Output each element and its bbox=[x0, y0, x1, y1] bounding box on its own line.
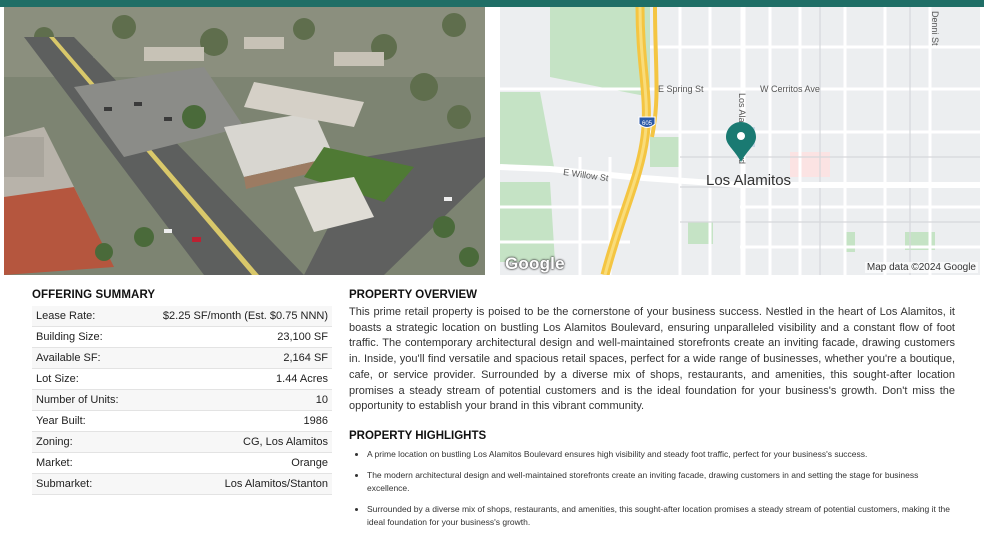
table-row bbox=[32, 474, 332, 495]
table-row bbox=[32, 348, 332, 369]
row-label: Lot Size: bbox=[32, 369, 135, 390]
row-label: Submarket: bbox=[32, 474, 135, 495]
row-value: Orange bbox=[135, 453, 332, 474]
google-logo: Google bbox=[505, 254, 565, 273]
row-value: 23,100 SF bbox=[135, 327, 332, 348]
row-value: 10 bbox=[135, 390, 332, 411]
map-street-label: E Willow St bbox=[562, 167, 610, 184]
location-map[interactable] bbox=[500, 7, 980, 275]
map-street-label: W Cerritos Ave bbox=[760, 84, 820, 94]
property-overview-body: This prime retail property is poised to be the cornerstone of your business success. Nestled in the heart of Los Alamitos, it boasts a strategic location on bustling Los Alamitos Boulevard, ensuring unparalleled visibility and a constant flow of foot traffic. The contemporary architectural design and well-maintained storefronts create an inviting facade, drawing customers in. Inside, you'll find versatile and spacious retail spaces, perfect for a wide range of businesses, whether you're a boutique, cafe, or service provider. Surrounded by a diverse mix of shops, restaurants, and amenities, this sought-after location promises a steady stream of potential customers and is the ideal foundation for your business's growth. Don't miss the opportunity to establish your brand in this vibrant community. bbox=[349, 306, 955, 413]
header-accent-bar bbox=[0, 0, 984, 7]
property-overview bbox=[349, 289, 955, 415]
row-label: Zoning: bbox=[32, 432, 135, 453]
highway-shield-icon bbox=[638, 116, 656, 130]
map-city-label: Los Alamitos bbox=[706, 172, 792, 189]
row-label: Lease Rate: bbox=[32, 306, 135, 327]
row-value: Los Alamitos/Stanton bbox=[135, 474, 332, 495]
property-overview-title: PROPERTY OVERVIEW bbox=[349, 289, 478, 301]
list-item: • A prime location on bustling Los Alamitos Boulevard ensures high visibility and steady foot traffic, perfect for your business's success. bbox=[367, 448, 955, 461]
table-row bbox=[32, 306, 332, 327]
row-label: Number of Units: bbox=[32, 390, 135, 411]
row-label: Available SF: bbox=[32, 348, 135, 369]
row-value: CG, Los Alamitos bbox=[135, 432, 332, 453]
row-label: Year Built: bbox=[32, 411, 135, 432]
table-row bbox=[32, 411, 332, 432]
row-label: Building Size: bbox=[32, 327, 135, 348]
row-value: 1986 bbox=[135, 411, 332, 432]
svg-text:605: 605 bbox=[641, 121, 653, 127]
row-value: 2,164 SF bbox=[135, 348, 332, 369]
offering-summary-table bbox=[32, 306, 332, 495]
table-row bbox=[32, 432, 332, 453]
map-street-label: E Spring St bbox=[658, 84, 704, 94]
list-item: • The modern architectural design and well-maintained storefronts create an inviting facade, drawing customers in and setting the stage for business excellence. bbox=[367, 469, 955, 495]
row-label: Market: bbox=[32, 453, 135, 474]
offering-summary bbox=[32, 289, 334, 495]
table-row bbox=[32, 327, 332, 348]
highlights-list bbox=[349, 448, 955, 529]
aerial-photo bbox=[4, 7, 485, 275]
location-pin-icon[interactable] bbox=[725, 121, 757, 163]
property-highlights bbox=[349, 430, 955, 537]
row-value: $2.25 SF/month (Est. $0.75 NNN) bbox=[135, 306, 332, 327]
table-row bbox=[32, 369, 332, 390]
map-street-label: Denni St bbox=[930, 11, 940, 46]
offering-summary-title: OFFERING SUMMARY bbox=[32, 289, 156, 301]
table-row bbox=[32, 453, 332, 474]
table-row bbox=[32, 390, 332, 411]
property-highlights-title: PROPERTY HIGHLIGHTS bbox=[349, 430, 487, 442]
row-value: 1.44 Acres bbox=[135, 369, 332, 390]
list-item: • Surrounded by a diverse mix of shops, restaurants, and amenities, this sought-after location promises a steady stream of potential customers, making it the ideal foundation for your business's growth. bbox=[367, 503, 955, 529]
map-attribution[interactable]: Map data ©2024 Google bbox=[866, 262, 976, 273]
